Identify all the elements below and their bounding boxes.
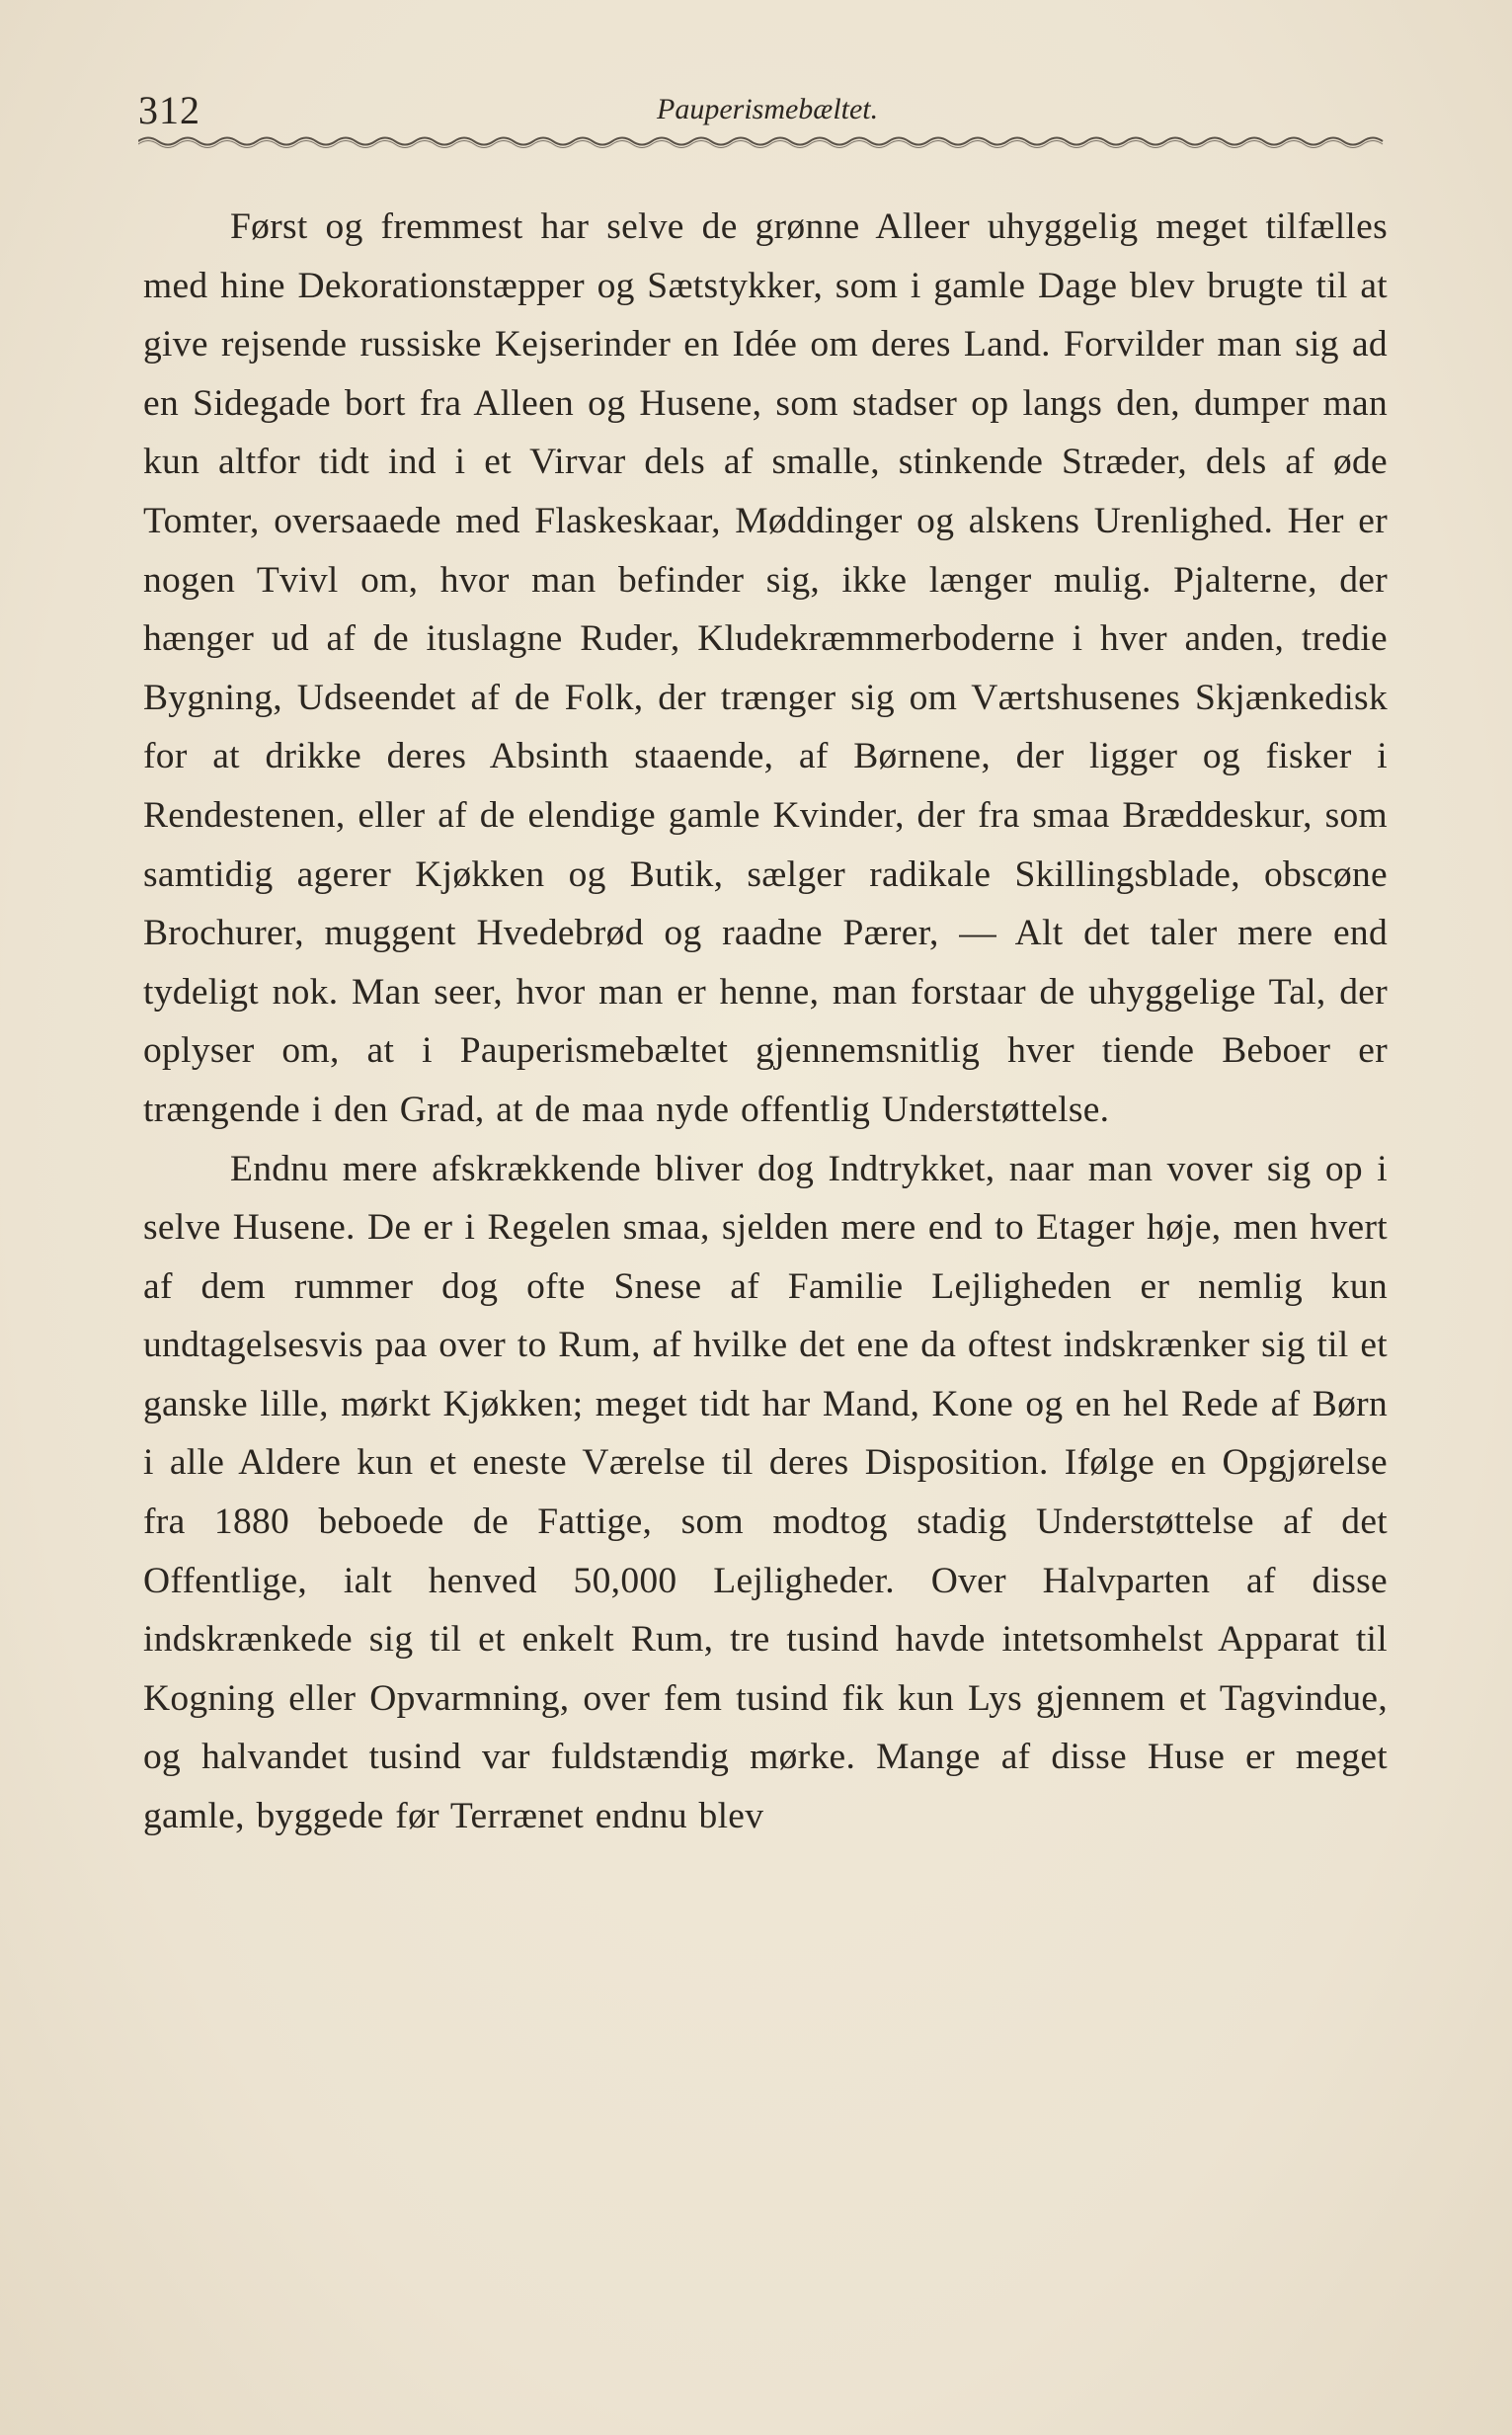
decorative-rule [138, 132, 1393, 150]
paragraph-1: Først og fremmest har selve de grønne Alleer uhyggelig meget tilfælles med hine Dekorationstæpper og Sætstykker, som i gamle Dage blev brugte til at give rejsende russiske Kejserinder en Idée om deres Land. Forvilder man sig ad en Sidegade bort fra Alleen og Husene, som stadser op langs den, dumper man kun altfor tidt ind i et Virvar dels af smalle, stinkende Stræder, dels af øde Tomter, oversaaede med Flaskeskaar, Møddinger og alskens Urenlighed. Her er nogen Tvivl om, hvor man befinder sig, ikke længer mulig. Pjalterne, der hænger ud af de ituslagne Ruder, Kludekræmmerboderne i hver anden, tredie Bygning, Udseendet af de Folk, der trænger sig om Værtshusenes Skjænkedisk for at drikke deres Absinth staaende, af Børnene, der ligger og fisker i Rendestenen, eller af de elendige gamle Kvinder, der fra smaa Bræddeskur, som samtidig agerer Kjøkken og Butik, sælger radikale Skillingsblade, obscøne Brochurer, muggent Hvedebrød og raadne Pærer, — Alt det taler mere end tydeligt nok. Man seer, hvor man er henne, man forstaar de uhyggelige Tal, der oplyser om, at i Pauperismebæltet gjennemsnitlig hver tiende Beboer er trængende i den Grad, at de maa nyde offentlig Understøttelse. [143, 206, 1388, 1130]
running-title: Pauperismebæltet. [657, 93, 879, 125]
paragraph-2: Endnu mere afskrækkende bliver dog Indtrykket, naar man vover sig op i selve Husene. De er i Regelen smaa, sjelden mere end to Etager høje, men hvert af dem rummer dog ofte Snese af Familie Lejligheden er nemlig kun undtagelsesvis paa over to Rum, af hvilke det ene da oftest indskrænker sig til et ganske lille, mørkt Kjøkken; meget tidt har Mand, Kone og en hel Rede af Børn i alle Aldere kun et eneste Værelse til deres Disposition. Ifølge en Opgjørelse fra 1880 beboede de Fattige, som modtog stadig Understøttelse af det Offentlige, ialt henved 50,000 Lejligheder. Over Halvparten af disse indskrænkede sig til et enkelt Rum, tre tusind havde intetsomhelst Apparat til Kogning eller Opvarmning, over fem tusind fik kun Lys gjennem et Tagvindue, og halvandet tusind var fuldstændig mørke. Mange af disse Huse er meget gamle, byggede før Terrænet endnu blev [143, 1148, 1388, 1837]
page-number: 312 [138, 88, 200, 132]
body-text [143, 198, 1388, 1846]
running-head [138, 87, 1393, 136]
